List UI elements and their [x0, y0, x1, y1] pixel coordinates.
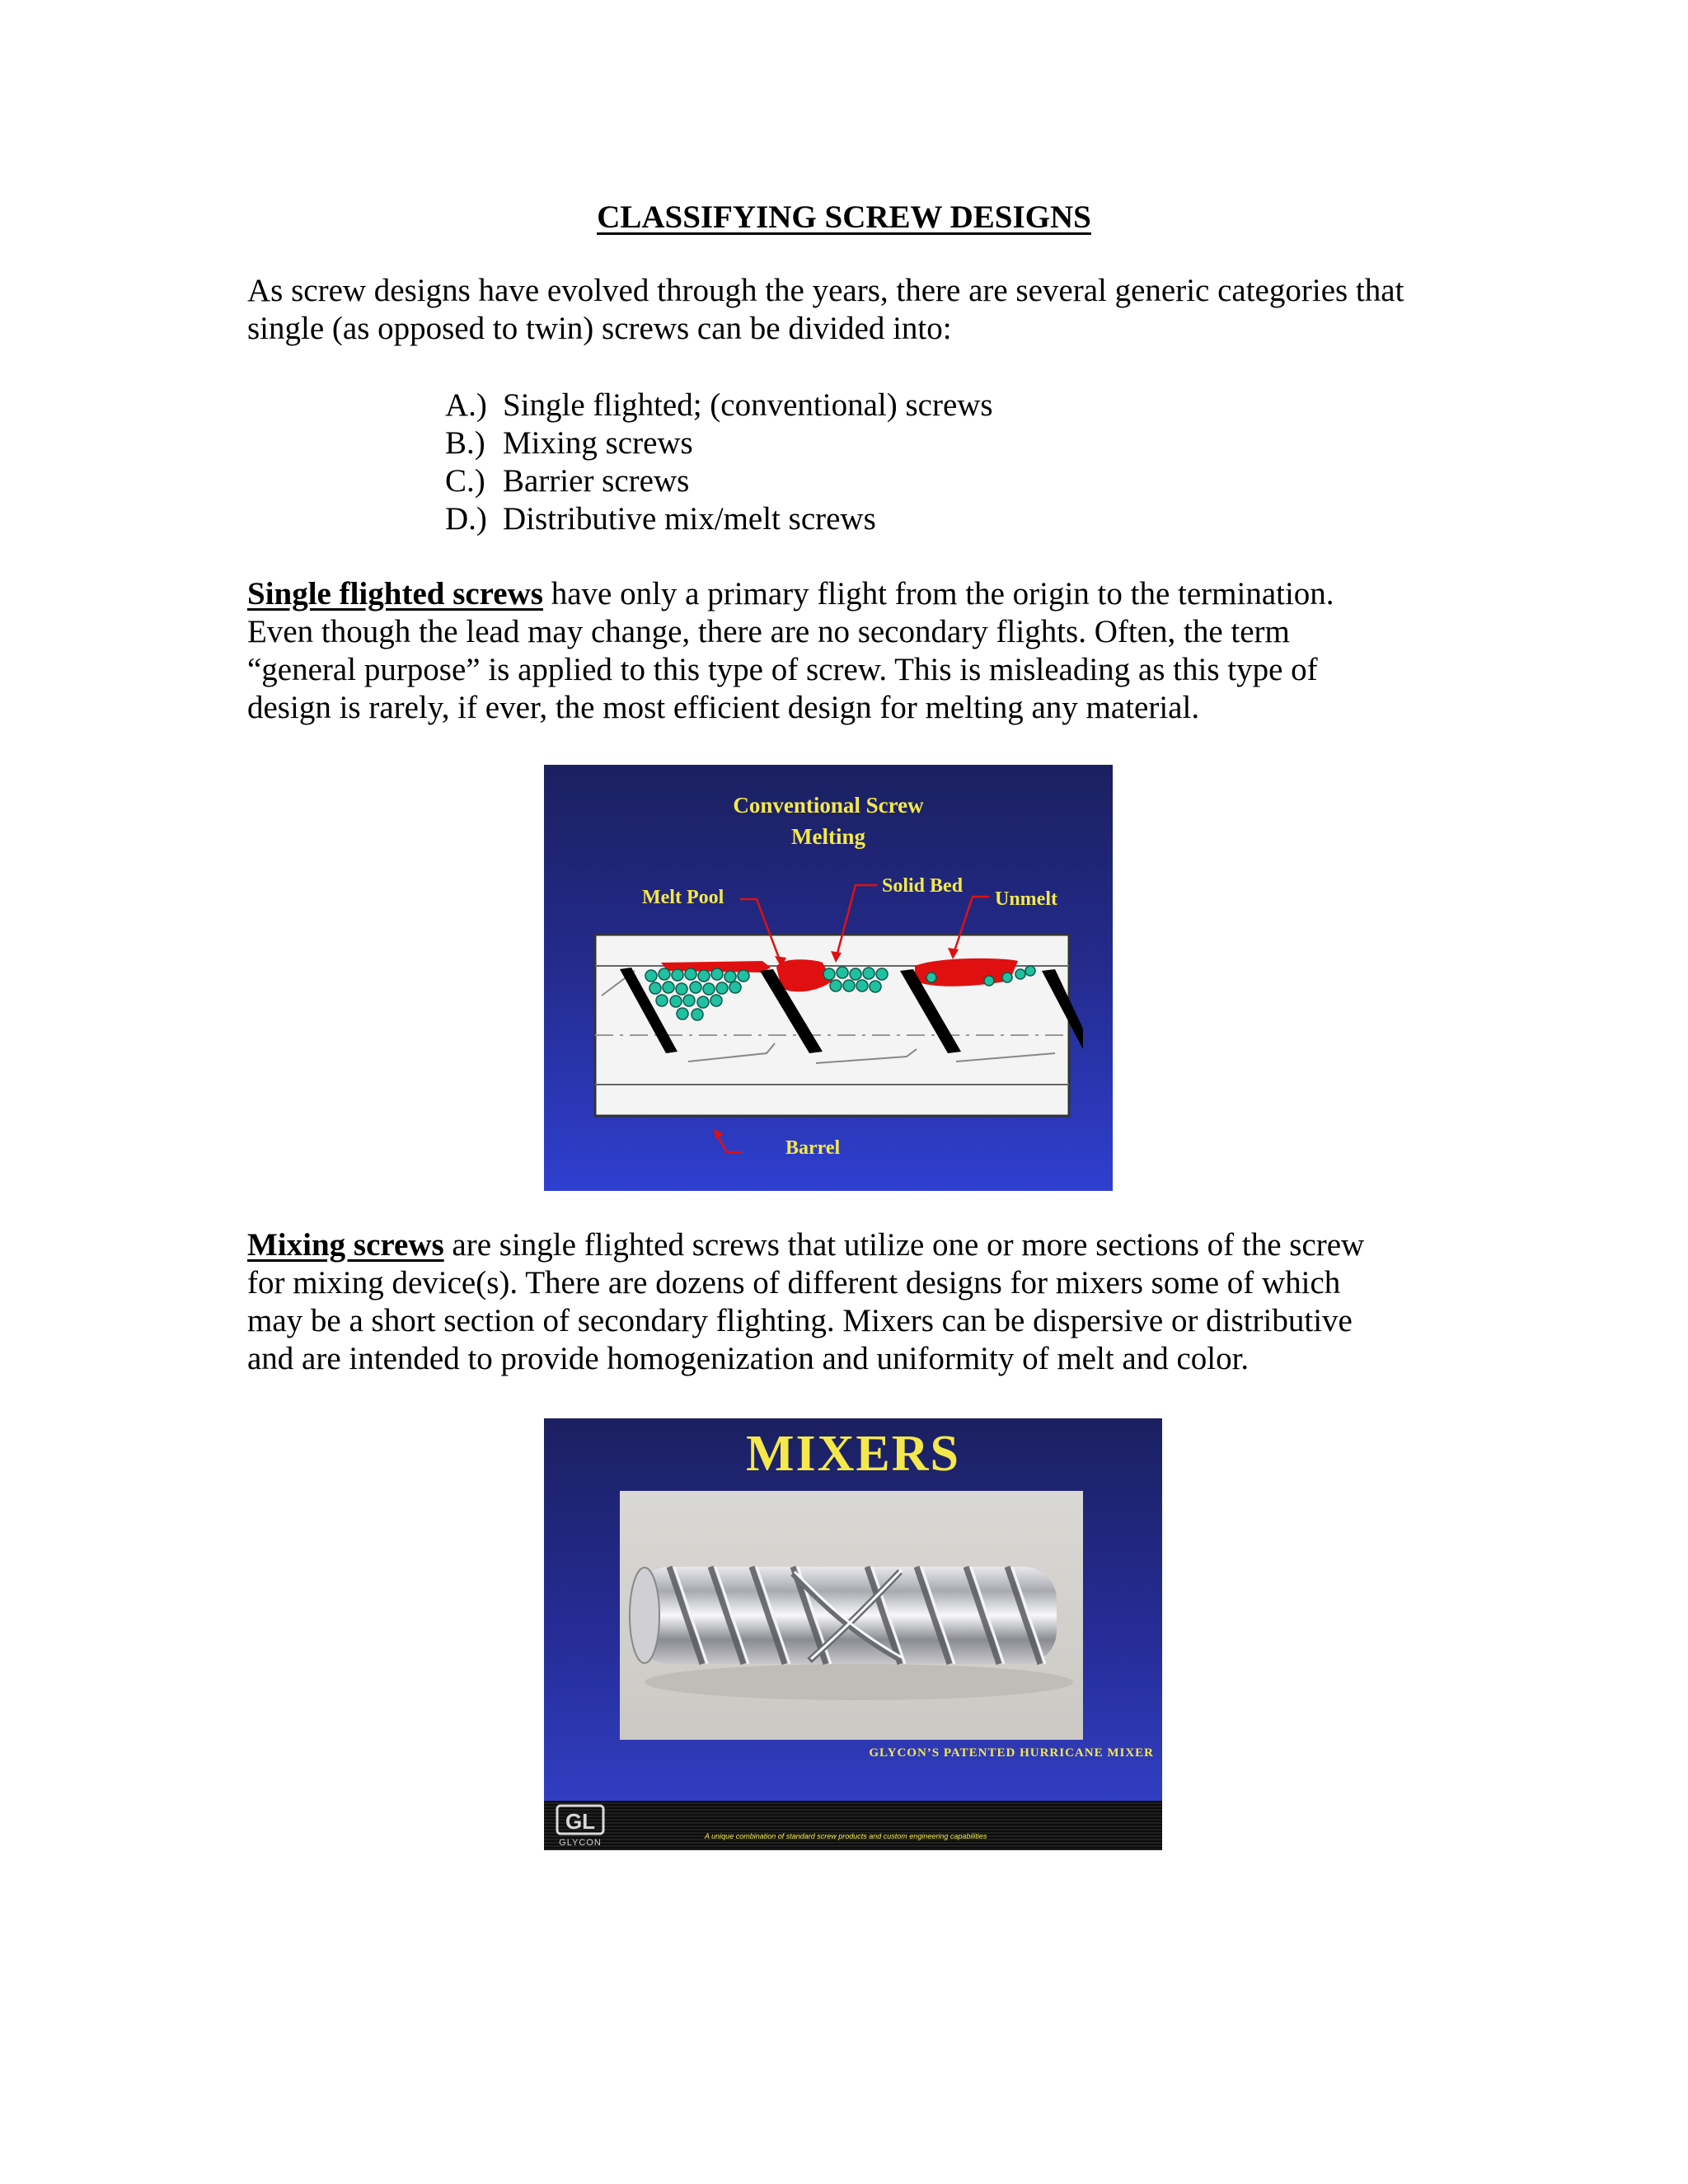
category-item — [445, 500, 993, 538]
category-item — [445, 462, 993, 500]
label-barrel: Barrel — [785, 1137, 841, 1159]
page-title: CLASSIFYING SCREW DESIGNS — [597, 199, 1091, 235]
figure1-title-line-1: Conventional Screw — [733, 793, 924, 818]
mixing-line-1 — [247, 1226, 1467, 1264]
mixing-line-2: for mixing device(s). There are dozens of different designs for mixers some of which — [247, 1265, 1341, 1301]
mixers-figure — [544, 1418, 1162, 1850]
category-marker: B.) — [445, 425, 485, 461]
label-solid-bed: Solid Bed — [882, 875, 964, 897]
mixer-screw-illustration — [620, 1491, 1083, 1740]
single-flighted-line-2: Even though the lead may change, there are no secondary flights. Often, the term — [247, 614, 1290, 649]
mixing-line-4: and are intended to provide homogenization and uniformity of melt and color. — [247, 1341, 1250, 1376]
mixing-line-1-text: are single flighted screws that utilize one or more sections of the screw — [443, 1227, 1365, 1263]
intro-line-1: As screw designs have evolved through the years, there are several generic categories that — [247, 273, 1404, 308]
category-marker: A.) — [445, 387, 487, 423]
single-flighted-line-4: design is rarely, if ever, the most efficient design for melting any material. — [247, 690, 1200, 725]
category-item — [445, 387, 993, 424]
footer-tagline: A unique combination of standard screw products and custom engineering capabilities — [705, 1832, 987, 1840]
single-flighted-line-1 — [247, 575, 1467, 613]
category-text: Mixing screws — [503, 425, 693, 461]
category-marker: C.) — [445, 463, 485, 499]
mixing-paragraph — [247, 1226, 1467, 1378]
single-flighted-heading: Single flighted screws — [247, 576, 543, 612]
intro-paragraph — [247, 272, 1467, 348]
figure1-title-line-2: Melting — [791, 824, 865, 849]
single-flighted-paragraph — [247, 575, 1467, 727]
mixing-heading: Mixing screws — [247, 1227, 444, 1263]
category-text: Distributive mix/melt screws — [503, 501, 876, 537]
intro-line-2: single (as opposed to twin) screws can be divided into: — [247, 311, 952, 346]
mixers-title: MIXERS — [745, 1426, 961, 1482]
logo-mark: GL — [565, 1809, 596, 1834]
mixing-line-3: may be a short section of secondary flighting. Mixers can be dispersive or distributive — [247, 1303, 1353, 1338]
category-item — [445, 424, 993, 462]
conventional-screw-melting-figure — [544, 765, 1113, 1191]
category-marker: D.) — [445, 501, 487, 537]
label-unmelt: Unmelt — [995, 888, 1057, 910]
hurricane-mixer-photo — [620, 1491, 1083, 1740]
label-melt-pool: Melt Pool — [642, 887, 724, 908]
category-text: Barrier screws — [503, 463, 690, 499]
mixer-caption: GLYCON’S PATENTED HURRICANE MIXER — [869, 1746, 1154, 1760]
single-flighted-line-1-text: have only a primary flight from the origin to the termination. — [542, 576, 1334, 612]
logo-text: GLYCON — [559, 1838, 602, 1848]
single-flighted-line-3: “general purpose” is applied to this type of screw. This is misleading as this type of — [247, 652, 1318, 687]
category-text: Single flighted; (conventional) screws — [503, 387, 993, 423]
slide-footer — [544, 1801, 1162, 1850]
category-list — [445, 387, 993, 538]
